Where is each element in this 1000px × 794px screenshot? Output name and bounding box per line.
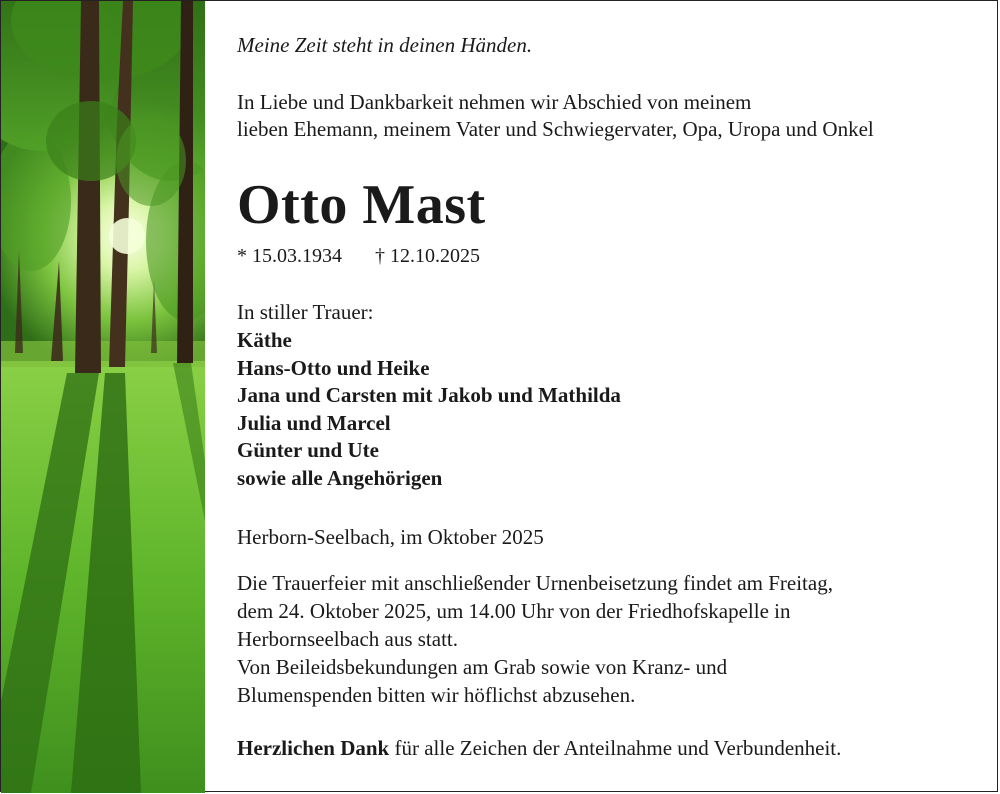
motto: Meine Zeit steht in deinen Händen. <box>237 33 533 57</box>
thanks-bold: Herzlichen Dank <box>237 736 390 760</box>
mourners-list <box>237 327 621 492</box>
service-line: dem 24. Oktober 2025, um 14.00 Uhr von der Friedhofskapelle in <box>237 599 791 623</box>
mourner: sowie alle Angehörigen <box>237 465 443 490</box>
intro-text <box>237 89 874 143</box>
forest-photo <box>1 1 205 793</box>
death-date: † 12.10.2025 <box>375 245 480 267</box>
place-date: Herborn-Seelbach, im Oktober 2025 <box>237 525 544 549</box>
service-line: Herbornseelbach aus statt. <box>237 627 459 651</box>
deceased-name: Otto Mast <box>237 174 486 236</box>
mourner: Jana und Carsten mit Jakob und Mathilda <box>237 383 621 407</box>
mourner: Hans-Otto und Heike <box>237 355 430 380</box>
thanks-rest: für alle Zeichen der Anteilnahme und Verbundenheit. <box>389 736 842 760</box>
forest-illustration <box>1 1 205 793</box>
mourner: Käthe <box>237 328 292 352</box>
mourning-title: In stiller Trauer: <box>237 300 374 324</box>
mourner: Julia und Marcel <box>237 410 391 435</box>
service-line: Blumenspenden bitten wir höflichst abzusehen. <box>237 683 636 707</box>
intro-line: In Liebe und Dankbarkeit nehmen wir Abschied von meinem <box>237 90 752 114</box>
service-info <box>237 569 833 709</box>
service-line: Die Trauerfeier mit anschließender Urnenbeisetzung findet am Freitag, <box>237 571 833 595</box>
birth-date: * 15.03.1934 <box>237 245 342 267</box>
life-dates <box>237 245 480 268</box>
intro-line: lieben Ehemann, meinem Vater und Schwiegervater, Opa, Uropa und Onkel <box>237 117 874 141</box>
service-line: Von Beileidsbekundungen am Grab sowie von Kranz- und <box>237 655 728 679</box>
mourner: Günter und Ute <box>237 438 379 462</box>
thanks-line <box>237 736 841 761</box>
